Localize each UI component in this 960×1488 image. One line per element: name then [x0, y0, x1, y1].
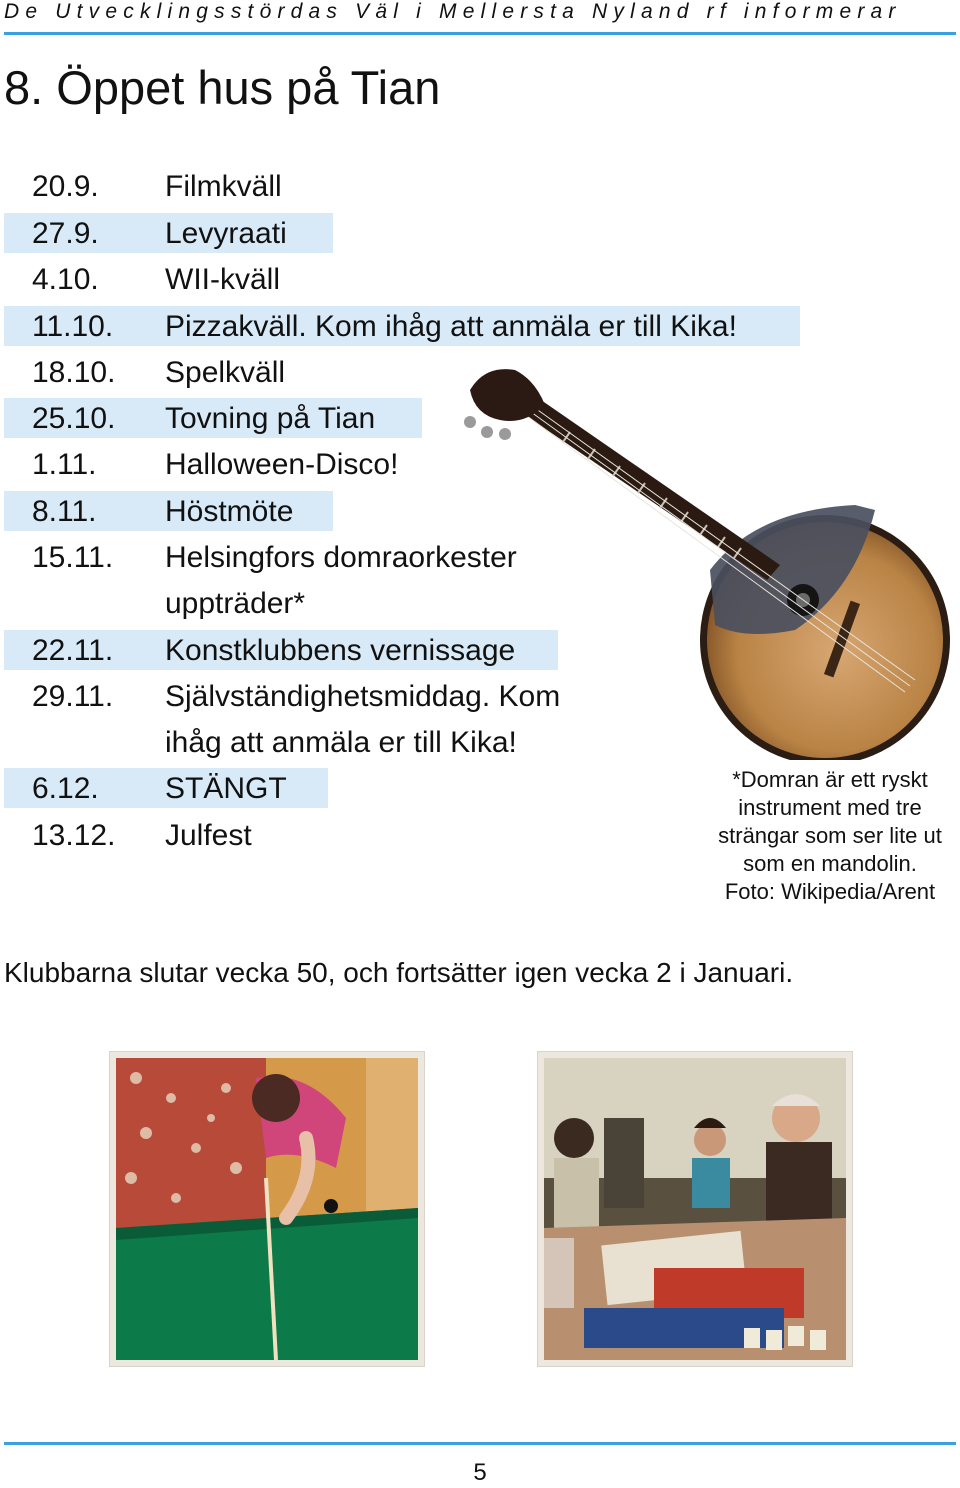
schedule-date: 25.10.: [32, 402, 116, 435]
schedule-date: 8.11.: [32, 495, 97, 528]
schedule-event-continuation: uppträder*: [165, 587, 306, 620]
schedule-event: Höstmöte: [165, 495, 294, 528]
image-caption: [700, 766, 960, 906]
schedule-event: Halloween-Disco!: [165, 448, 399, 481]
caption-line: instrument med tre: [738, 795, 922, 820]
schedule-event: Filmkväll: [165, 170, 282, 203]
schedule-event: Spelkväll: [165, 356, 286, 389]
caption-line: strängar som ser lite ut: [718, 823, 942, 848]
schedule-event-continuation: ihåg att anmäla er till Kika!: [165, 726, 517, 759]
schedule-event: Helsingfors domraorkester: [165, 541, 517, 574]
header-text: De Utvecklingsstördas Väl i Mellersta Nyland rf informerar: [4, 0, 902, 23]
club-note: Klubbarna slutar vecka 50, och fortsätter igen vecka 2 i Januari.: [4, 957, 794, 988]
page-number: 5: [473, 1459, 487, 1486]
schedule-row: [4, 398, 422, 438]
page-title: 8. Öppet hus på Tian: [4, 61, 441, 114]
schedule-date: 6.12.: [32, 772, 99, 805]
schedule-event: Julfest: [165, 819, 252, 852]
schedule-event: Levyraati: [165, 217, 287, 250]
caption-line: Foto: Wikipedia/Arent: [724, 879, 936, 904]
schedule-event: Självständighetsmiddag. Kom: [165, 680, 561, 713]
schedule-date: 27.9.: [32, 217, 99, 250]
schedule-row: [4, 768, 328, 808]
schedule-date: 29.11.: [32, 680, 114, 713]
caption-line: som en mandolin.: [743, 851, 917, 876]
schedule-row: [4, 306, 800, 346]
caption-line: *Domran är ett ryskt: [732, 767, 928, 792]
schedule-event: Konstklubbens vernissage: [165, 634, 516, 667]
schedule-event: STÄNGT: [165, 772, 287, 805]
schedule-event: Tovning på Tian: [165, 402, 376, 435]
footer-rule: [4, 1442, 956, 1445]
schedule-date: 11.10.: [32, 310, 114, 343]
game-night-photo: [538, 1052, 852, 1366]
schedule-row: [4, 491, 333, 531]
schedule-date: 4.10.: [32, 263, 99, 296]
header-rule: [4, 32, 956, 35]
schedule-date: 18.10.: [32, 356, 116, 389]
billiards-photo: [110, 1052, 424, 1366]
schedule-event: Pizzakväll. Kom ihåg att anmäla er till Kika!: [165, 310, 737, 343]
domra-image: [455, 360, 955, 760]
schedule-date: 13.12.: [32, 819, 116, 852]
schedule-date: 1.11.: [32, 448, 97, 481]
schedule-event: WII-kväll: [165, 263, 280, 296]
schedule-date: 22.11.: [32, 634, 114, 667]
schedule-date: 15.11.: [32, 541, 114, 574]
schedule-row: [4, 213, 333, 253]
schedule-date: 20.9.: [32, 170, 99, 203]
